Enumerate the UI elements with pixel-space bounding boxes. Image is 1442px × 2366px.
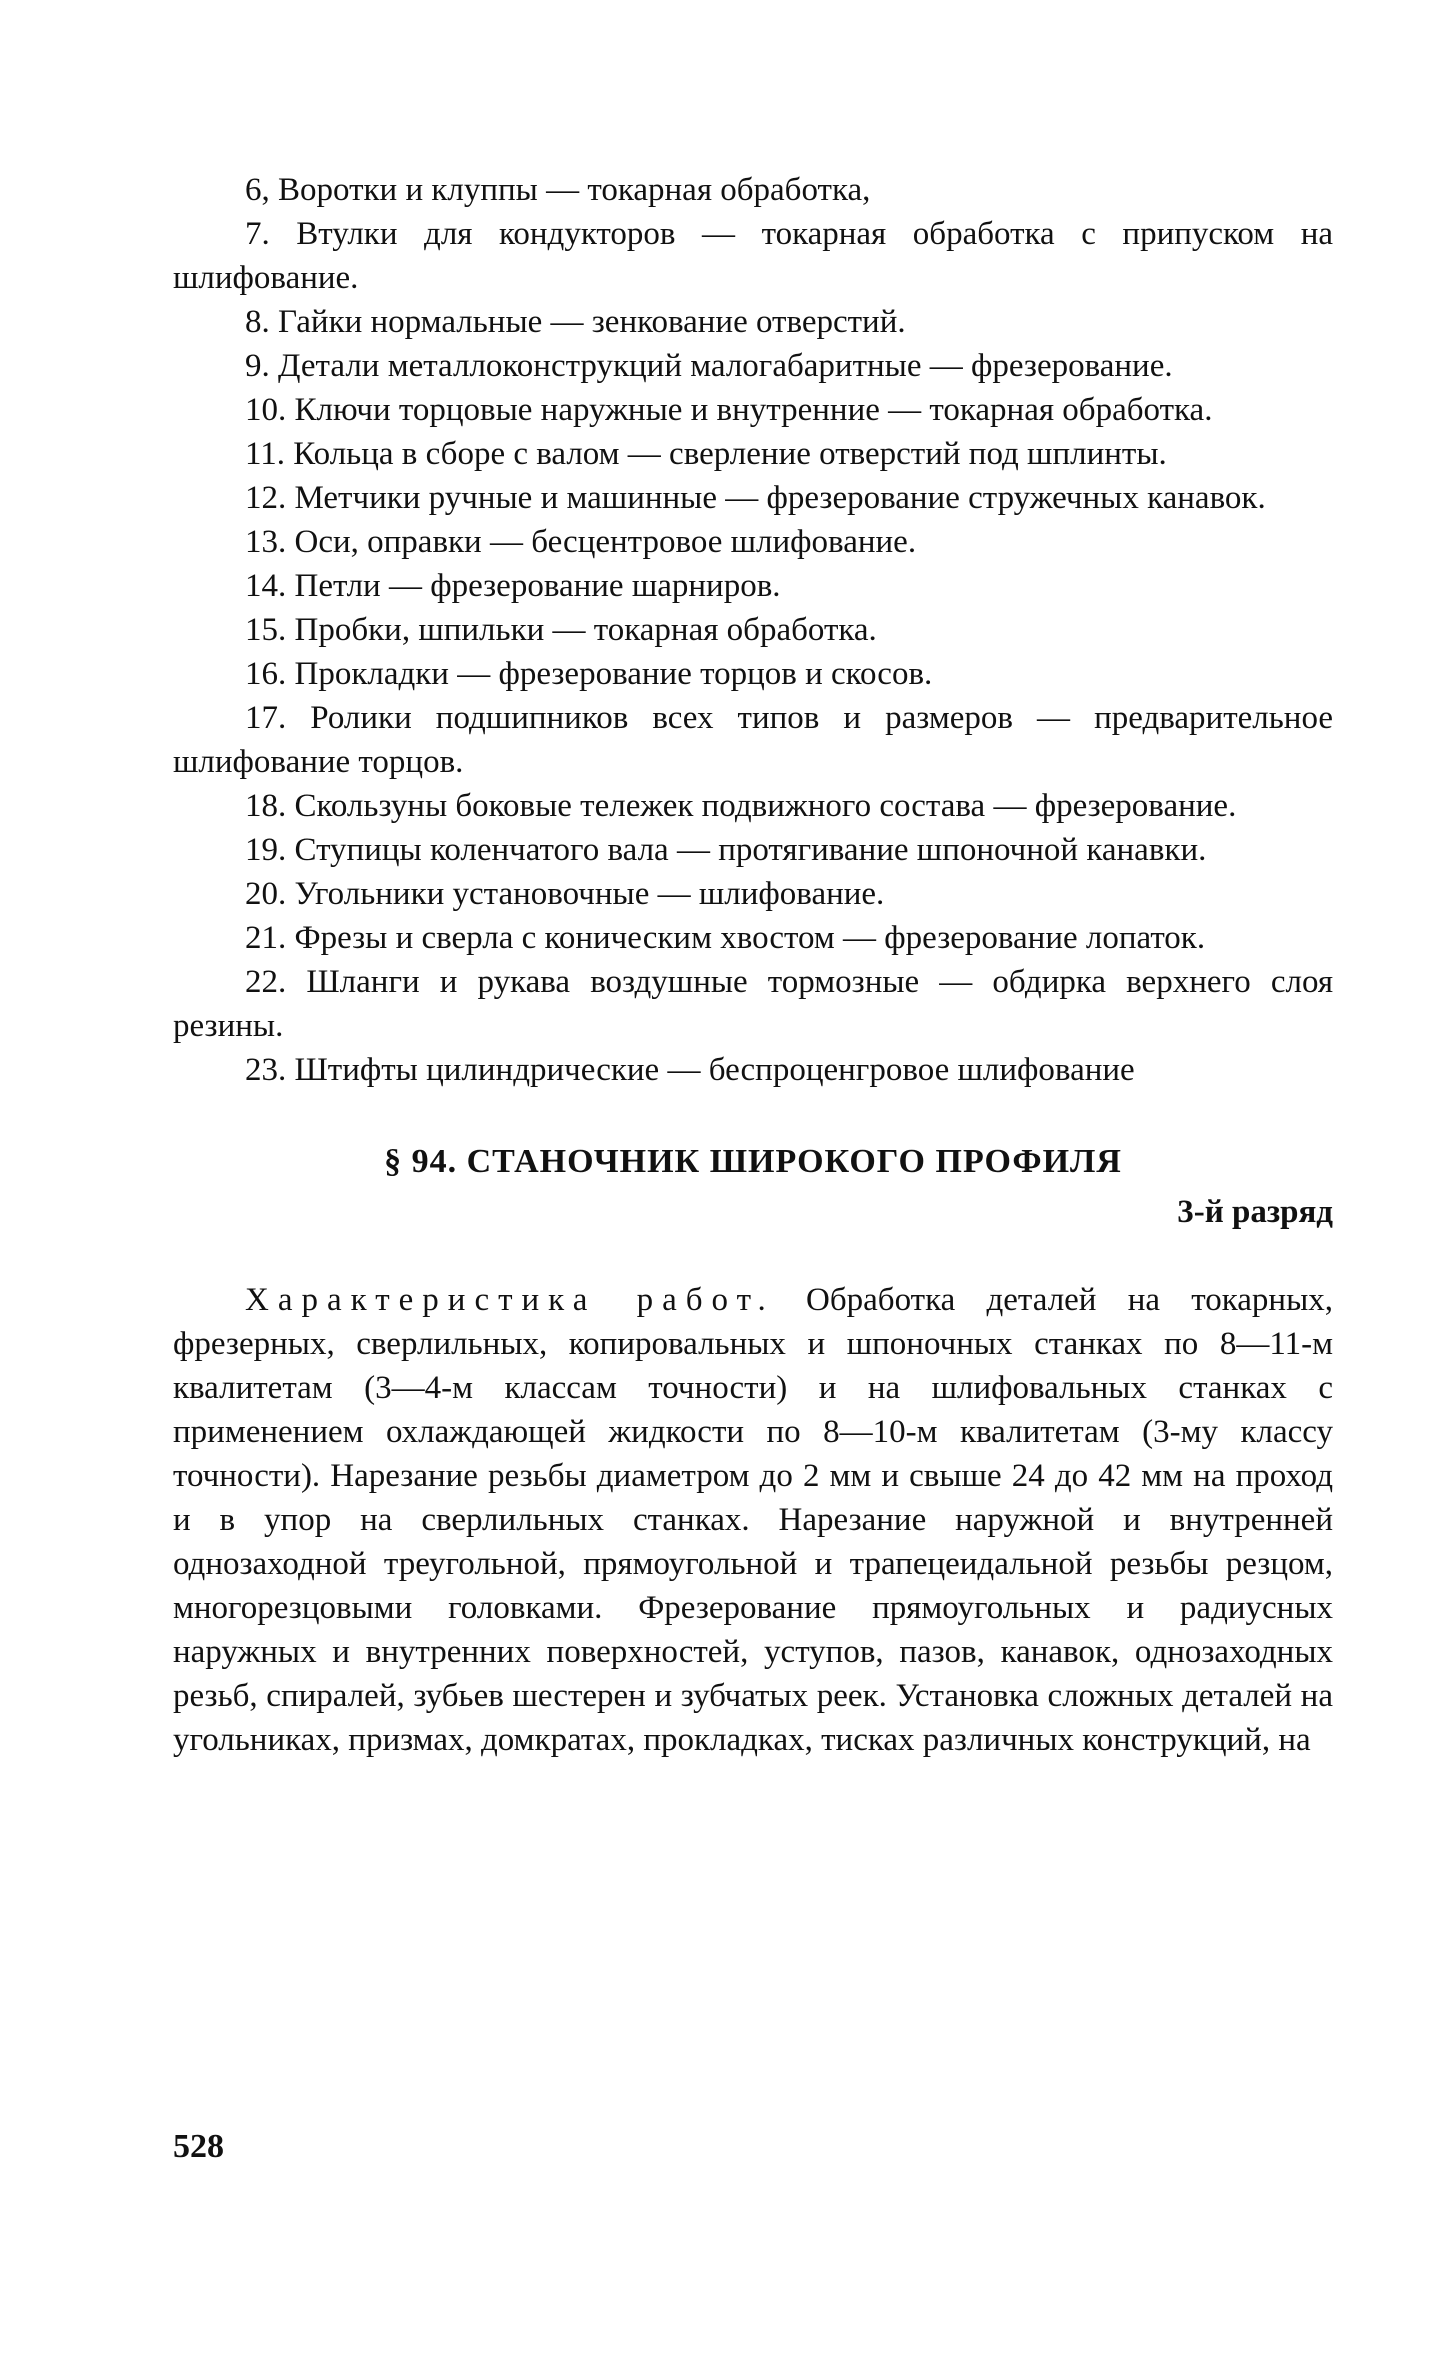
list-item: 15. Пробки, шпильки — токарная обработка.: [245, 612, 877, 648]
list-item: 21. Фрезы и сверла с коническим хвостом — фрезерование лопаток.: [245, 920, 1206, 956]
list-item: 19. Ступицы коленчатого вала — протягивание шпоночной канавки.: [245, 832, 1207, 868]
lead-in-heading: Характеристика работ.: [245, 1282, 775, 1318]
list-item: 18. Скользуны боковые тележек подвижного состава — фрезерование.: [245, 788, 1237, 824]
operations-list: [173, 168, 1333, 1092]
list-item: 8. Гайки нормальные — зенкование отверстий.: [245, 304, 906, 340]
list-item: 16. Прокладки — фрезерование торцов и скосов.: [245, 656, 933, 692]
grade-label: 3-й разряд: [1177, 1194, 1333, 1230]
page-number: 528: [173, 2128, 224, 2165]
list-item: 9. Детали металлоконструкций малогабаритные — фрезерование.: [245, 348, 1173, 384]
list-item: 11. Кольца в сборе с валом — сверление отверстий под шплинты.: [245, 436, 1167, 472]
list-item: 12. Метчики ручные и машинные — фрезерование стружечных канавок.: [245, 480, 1266, 516]
page-content: [173, 168, 1333, 1762]
list-item: 6, Воротки и клуппы — токарная обработка,: [245, 172, 871, 208]
work-characteristics-text: Обработка деталей на токарных, фрезерных, сверлильных, копировальных и шпоночных станках по 8—11-м квалитетам (3—4-м классам точности) и на шлифовальных станках с применением охлаждающей жидкости по 8—10-м квалитетам (3-му классу точности). Нарезание резьбы диаметром до 2 мм и свыше 24 до 42 мм на проход и в упор на сверлильных станках. Нарезание наружной и внутренней однозаходной треугольной, прямоугольной и трапецеидальной резьбы резцом, многорезцовыми головками. Фрезерование прямоугольных и радиусных наружных и внутренних поверхностей, уступов, пазов, канавок, однозаходных резьб, спиралей, зубьев шестерен и зубчатых реек. Установка сложных деталей на угольниках, призмах, домкратах, прокладках, тисках различных конструкций, на: [173, 1282, 1333, 1758]
list-item: 7. Втулки для кондукторов — токарная обработка с припуском на шлифование.: [173, 216, 1333, 296]
list-item: 23. Штифты цилиндрические — беспроценгровое шлифование: [245, 1052, 1135, 1088]
list-item: 20. Угольники установочные — шлифование.: [245, 876, 885, 912]
list-item: 10. Ключи торцовые наружные и внутренние — токарная обработка.: [245, 392, 1213, 428]
list-item: 13. Оси, оправки — бесцентровое шлифование.: [245, 524, 917, 560]
list-item: 17. Ролики подшипников всех типов и размеров — предварительное шлифование торцов.: [173, 700, 1333, 780]
work-characteristics-paragraph: [173, 1278, 1333, 1762]
list-item: 22. Шланги и рукава воздушные тормозные — обдирка верхнего слоя резины.: [173, 964, 1333, 1044]
section-title: § 94. СТАНОЧНИК ШИРОКОГО ПРОФИЛЯ: [384, 1143, 1122, 1180]
list-item: 14. Петли — фрезерование шарниров.: [245, 568, 781, 604]
